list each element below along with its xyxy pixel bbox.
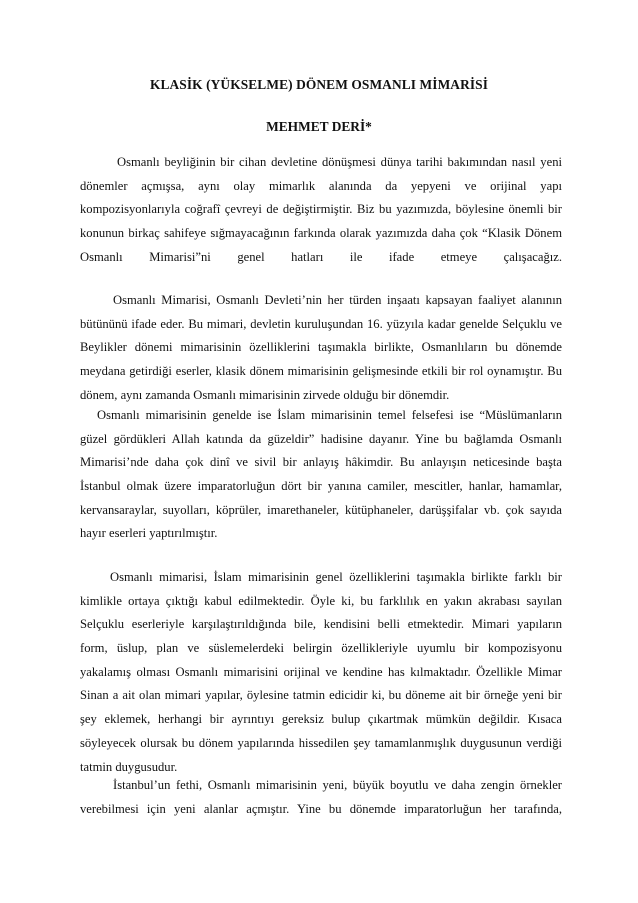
paragraph-line: Mimarisi’nde daha çok dinî ve sivil bir anlayış hâkimdir. Bu anlayışın neticesinde başta (80, 455, 562, 470)
paragraph-line: konunun birkaç sahifeye sığmayacağının farkında olarak yazımızda daha çok “Klasik Dönem (80, 226, 562, 241)
paragraph-line: dönemler açmışsa, aynı olay mimarlık alanında da yepyeni ve orijinal yapı (80, 178, 562, 193)
paragraph-line: Selçuklu eserleriyle karşılaştırıldığında bile, kendisini belli etmektedir. Mimari yapıların (80, 617, 562, 632)
paragraph-line: kompozisyonlarıyla coğrafî çevreyi de değiştirmiştir. Biz bu yazımızda, böylesine önemli bir (80, 202, 562, 217)
paragraph-line: Osmanlı beyliğinin bir cihan devletine dönüşmesi dünya tarihi bakımından nasıl yeni (117, 155, 562, 169)
paragraph-line: verebilmesi için yeni alanlar açmıştır. Yine bu dönemde imparatorluğun her tarafında, (80, 801, 562, 816)
paragraph-line: kimlikle ortaya çıktığı kabul edilmektedir. Öyle ki, bu farklılık en yakın akrabası sayılan (80, 593, 562, 608)
paragraph-1 (80, 151, 562, 269)
paragraph-line: dönem, aynı zamanda Osmanlı mimarisinin zirvede olduğu bir dönemdir. (80, 387, 450, 402)
paragraph-line: tatmin duygusudur. (80, 759, 178, 774)
document-title: KLASİK (YÜKSELME) DÖNEM OSMANLI MİMARİSİ (149, 77, 489, 92)
paragraph-line: Osmanlı mimarisinin genelde ise İslam mimarisinin temel felsefesi ise “Müslümanların (97, 408, 562, 422)
paragraph-line: bütününü ifade eder. Bu mimari, devletin kuruluşundan 16. yüzyıla kadar genelde Selçuklu ve (80, 316, 562, 331)
paragraph-line: İstanbul olmak üzere imparatorluğun dört bir yanına camiler, mescitler, hanlar, hamamlar, (80, 479, 562, 494)
paragraph-line: Sinan a ait olan mimari yapılar, öylesine tatmin edicidir ki, bu döneme ait bir örneğe yeni bir (80, 688, 562, 703)
paragraph-2 (80, 289, 562, 407)
paragraph-line: Osmanlı Mimarisi, Osmanlı Devleti’nin her türden inşaatı kapsayan faaliyet alanının (113, 293, 562, 307)
paragraph-line: form, üslup, plan ve süslemelerdeki belirgin özellikleriyle uyumlu bir kompozisyonu (80, 641, 562, 656)
paragraph-line: söyleyecek olursak bu dönem yapılarında hissedilen şey tamamlanmışlık duygusunun verdiği (80, 735, 562, 750)
paragraph-line: Osmanlı mimarisi, İslam mimarisinin genel özelliklerini taşımakla birlikte farklı bir (110, 570, 562, 584)
paragraph-line: hayır eserleri yaptırılmıştır. (80, 526, 218, 541)
paragraph-3 (80, 404, 562, 546)
paragraph-line: yakalamış olması Osmanlı mimarisini orijinal ve kendine has kılmaktadır. Özellikle Mimar (80, 664, 562, 679)
paragraph-line: Beylikler dönemi mimarisinin özelliklerini taşımakla birlikte, Osmanlıların bu dönemde (80, 340, 562, 355)
author-name: MEHMET DERİ* (266, 119, 372, 134)
paragraph-line: meydana getirdiği eserler, klasik dönem mimarisinin gelişmesinde etkili bir rol oynamıştır. Bu (80, 364, 562, 379)
paragraph-line: kervansaraylar, suyolları, köprüler, imarethaneler, kütüphaneler, darüşşifalar vb. çok sayıda (80, 502, 562, 517)
paragraph-line: güzel gördükleri Allah katında da güzeldir” hadisine dayanır. Yine bu bağlamda Osmanlı (80, 431, 562, 446)
paragraph-line: Osmanlı Mimarisi”ni genel hatları ile ifade etmeye çalışacağız. (80, 249, 562, 264)
paragraph-5 (80, 774, 562, 821)
paragraph-line: şey eklemek, herhangi bir ayrıntıyı gereksiz bulup çıkartmak mümkün değildir. Kısaca (80, 712, 562, 727)
paragraph-4 (80, 566, 562, 779)
paragraph-line: İstanbul’un fethi, Osmanlı mimarisinin yeni, büyük boyutlu ve daha zengin örnekler (113, 778, 562, 792)
